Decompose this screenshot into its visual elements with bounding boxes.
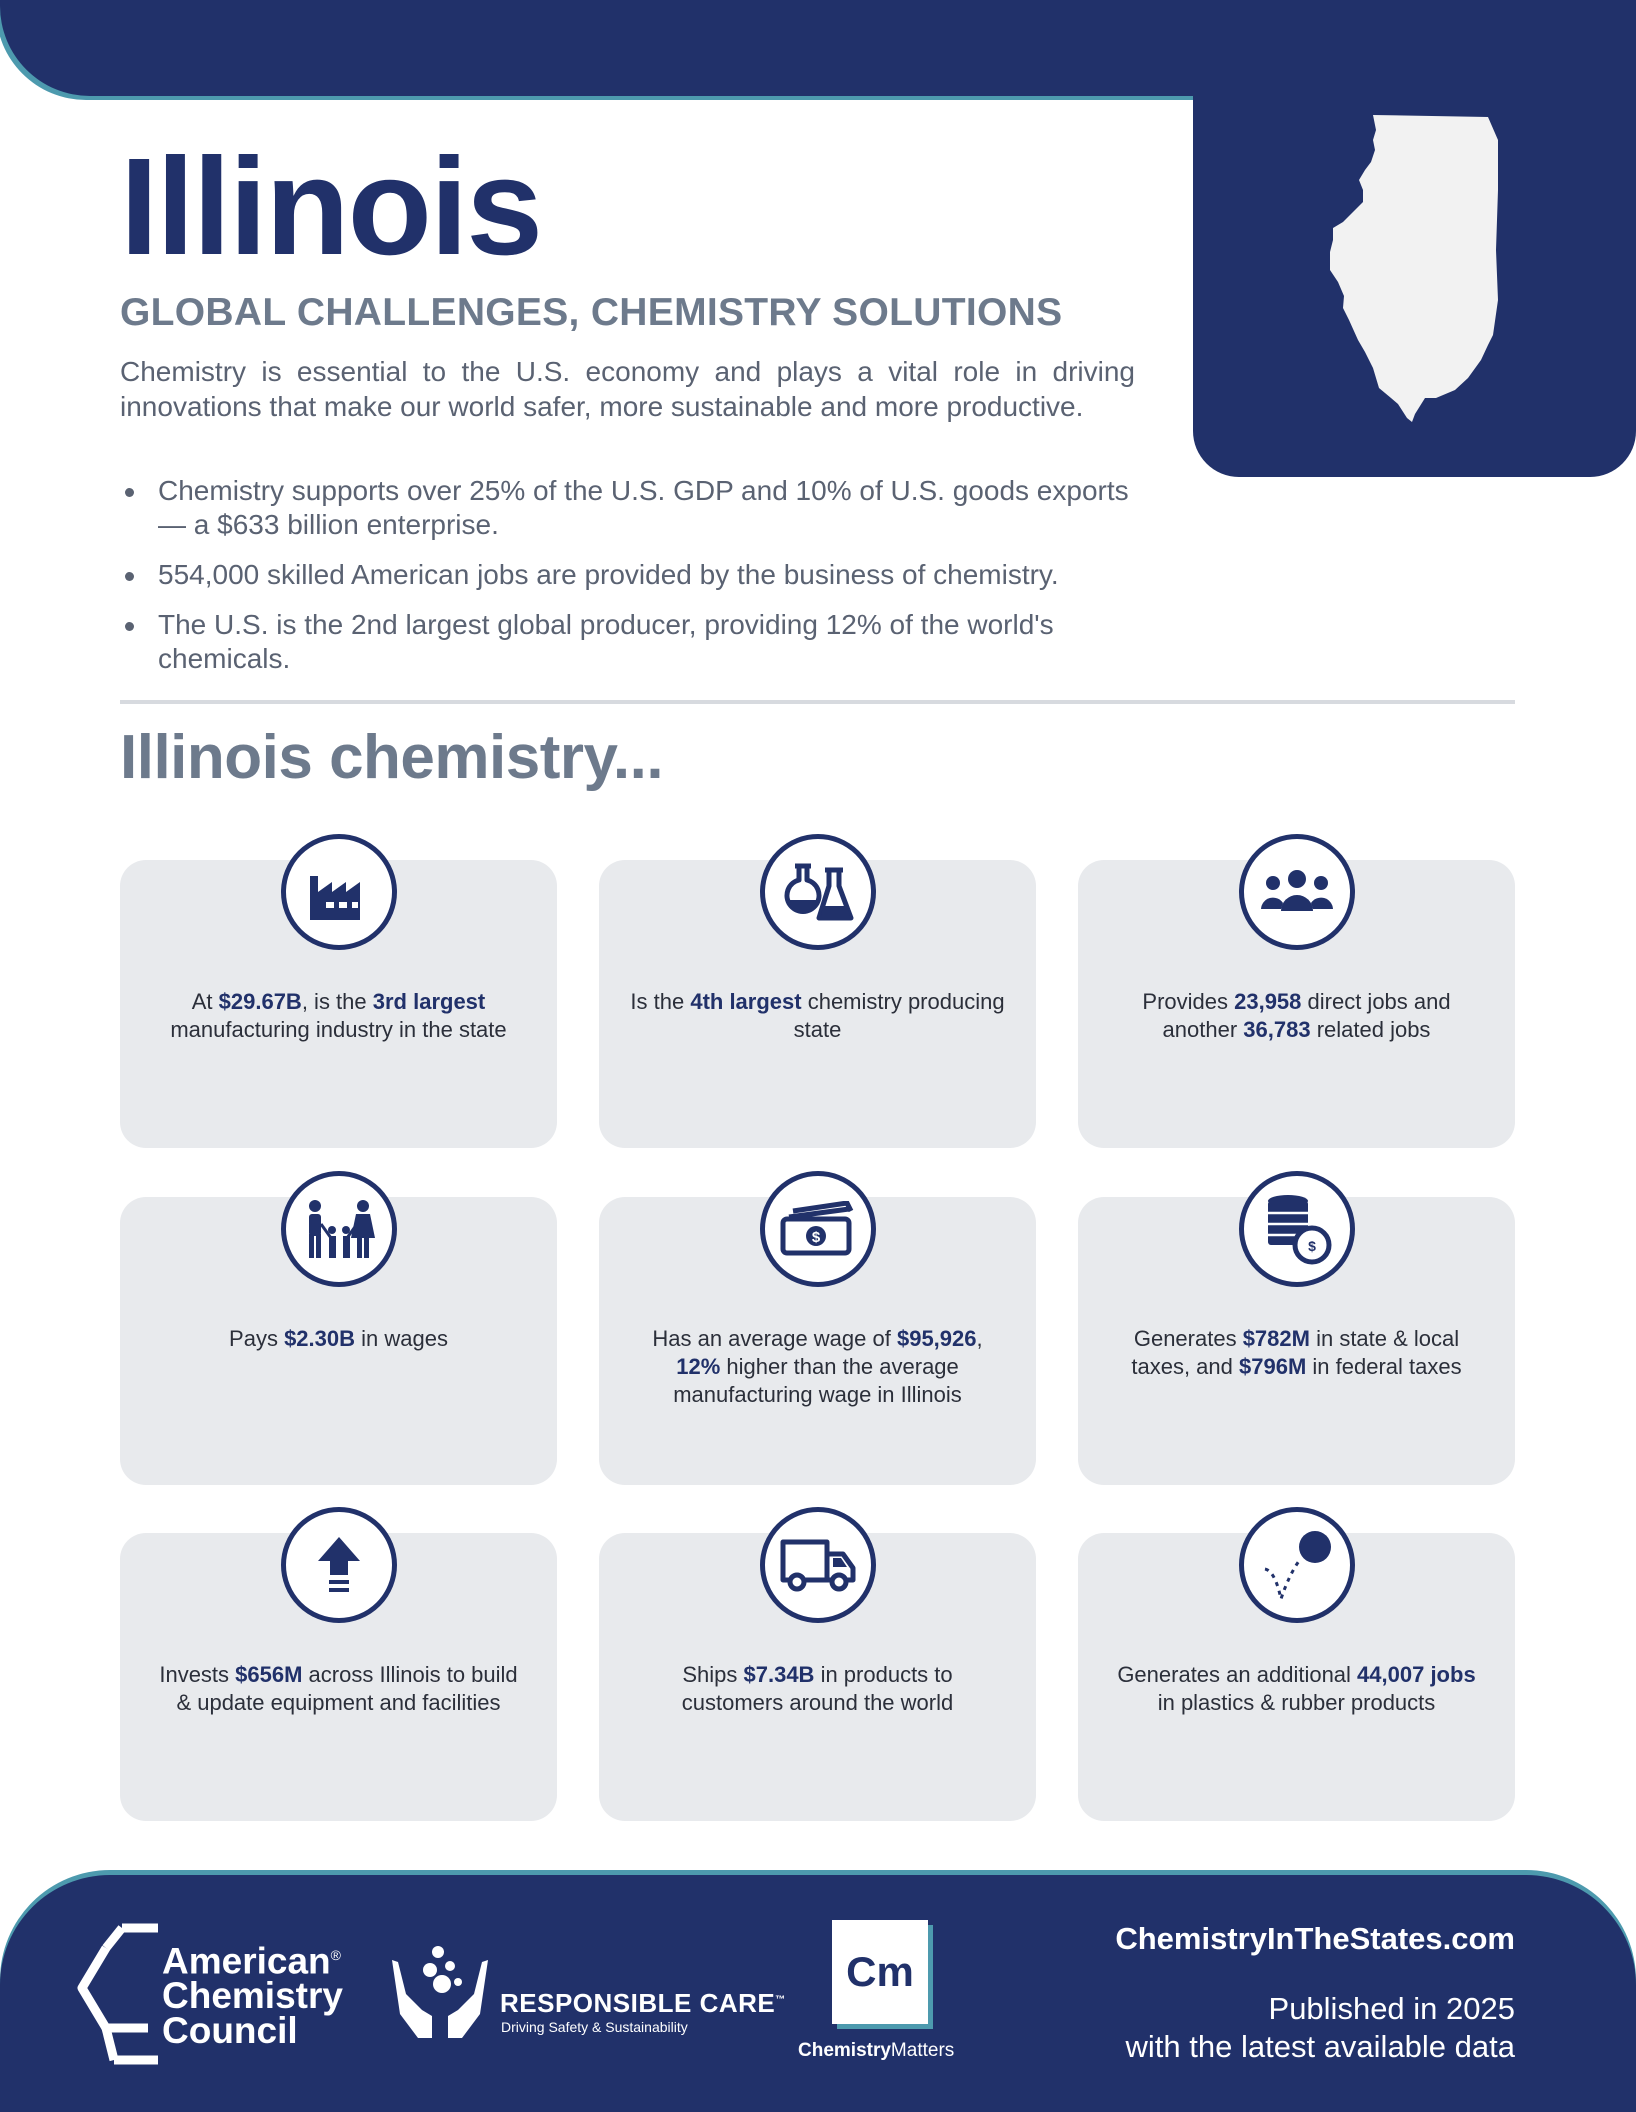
stat-highlight: $7.34B xyxy=(743,1662,815,1687)
stat-text-part: direct jobs and another xyxy=(1162,989,1451,1042)
page-subtitle: GLOBAL CHALLENGES, CHEMISTRY SOLUTIONS xyxy=(120,291,1063,334)
coins-icon xyxy=(1239,1171,1355,1287)
stat-card-wages xyxy=(120,1197,557,1485)
published-note xyxy=(1126,1990,1515,2066)
stat-text xyxy=(150,988,527,1044)
illinois-map-icon xyxy=(1193,0,1636,477)
factory-icon xyxy=(281,834,397,950)
stat-text xyxy=(150,1325,527,1353)
stat-text-part: in plastics & rubber products xyxy=(1157,1690,1436,1715)
stat-text xyxy=(629,988,1006,1044)
stat-text-part: in wages xyxy=(355,1326,448,1351)
cm-label-bold: Chemistry xyxy=(798,2040,891,2061)
published-line: Published in 2025 xyxy=(1268,1991,1515,2026)
stat-highlight: $29.67B xyxy=(218,989,302,1014)
stat-highlight: 12% xyxy=(676,1354,721,1379)
stat-highlight: $796M xyxy=(1239,1354,1307,1379)
published-line: with the latest available data xyxy=(1125,2029,1515,2064)
upload-arrow-icon xyxy=(281,1507,397,1623)
stat-text-part: in state & local taxes, and xyxy=(1131,1326,1460,1379)
stat-text-part: Generates xyxy=(1133,1326,1243,1351)
stat-text xyxy=(1108,1325,1485,1381)
acc-registered-mark: ® xyxy=(330,1947,341,1963)
website-link[interactable]: ChemistryInTheStates.com xyxy=(1115,1921,1515,1956)
state-map-panel xyxy=(1193,0,1636,477)
stat-text-part: in federal taxes xyxy=(1306,1354,1462,1379)
svg-text:$: $ xyxy=(1307,1238,1316,1254)
stat-highlight: 44,007 jobs xyxy=(1357,1662,1476,1687)
acc-line: Chemistry xyxy=(162,1975,343,2017)
intro-paragraph: Chemistry is essential to the U.S. economy and plays a vital role in driving innovations that make our world safer, more sustainable and more productive. xyxy=(120,356,1135,422)
stat-text-part: Pays xyxy=(229,1326,285,1351)
lab-flasks-icon xyxy=(760,834,876,950)
responsible-care-tm: ™ xyxy=(775,1994,786,2006)
stat-text xyxy=(629,1325,1006,1409)
chemistry-matters-label xyxy=(798,2040,954,2062)
cm-label-rest: Matters xyxy=(890,2040,955,2061)
acc-line: Council xyxy=(162,2010,298,2052)
chemistry-matters-logo: Cm xyxy=(832,1920,928,2024)
section-title: Illinois chemistry... xyxy=(120,723,664,792)
stat-text-part: Has an average wage of xyxy=(652,1326,897,1351)
stat-text xyxy=(1108,1661,1485,1717)
stat-text-part: manufacturing industry in the state xyxy=(170,1017,507,1042)
svg-text:$: $ xyxy=(811,1229,820,1246)
stat-text-part: related jobs xyxy=(1310,1017,1431,1042)
stat-text-part: , is the xyxy=(301,989,373,1014)
stat-text xyxy=(150,1661,527,1717)
stat-text-part: Provides xyxy=(1142,989,1235,1014)
stat-highlight: 4th largest xyxy=(690,989,802,1014)
stat-highlight: $782M xyxy=(1242,1326,1310,1351)
key-fact-item: The U.S. is the 2nd largest global producer, providing 12% of the world's chemicals. xyxy=(120,608,1160,676)
acc-line: American xyxy=(162,1940,331,1982)
stat-text-part: Is the xyxy=(630,989,691,1014)
stat-highlight: 36,783 xyxy=(1243,1017,1311,1042)
key-fact-item: 554,000 skilled American jobs are provided by the business of chemistry. xyxy=(120,558,1160,592)
key-fact-item: Chemistry supports over 25% of the U.S. GDP and 10% of U.S. goods exports — a $633 billion enterprise. xyxy=(120,474,1160,542)
stat-text-part: At xyxy=(191,989,219,1014)
stat-text-part: Ships xyxy=(682,1662,744,1687)
stat-highlight: 3rd largest xyxy=(372,989,486,1014)
stat-highlight: $656M xyxy=(235,1662,303,1687)
stat-highlight: 23,958 xyxy=(1234,989,1302,1014)
key-facts-list xyxy=(120,474,1160,692)
responsible-care-wordmark xyxy=(500,1988,786,2019)
stat-text-part: Invests xyxy=(159,1662,236,1687)
acc-logo-text xyxy=(162,1938,343,2052)
responsible-care-name: RESPONSIBLE CARE xyxy=(500,1988,776,2018)
stat-text-part: , xyxy=(976,1326,983,1351)
stat-card-taxes xyxy=(1078,1197,1515,1485)
stat-text-part: chemistry producing state xyxy=(793,989,1005,1042)
stat-highlight: $2.30B xyxy=(284,1326,356,1351)
bouncing-ball-icon xyxy=(1239,1507,1355,1623)
stat-card-shipments xyxy=(599,1533,1036,1821)
responsible-care-hands-icon xyxy=(388,1944,492,2040)
stat-card-investment xyxy=(120,1533,557,1821)
stat-text-part: across Illinois to build & update equipment and facilities xyxy=(176,1662,518,1715)
stat-card-average-wage xyxy=(599,1197,1036,1485)
family-icon xyxy=(281,1171,397,1287)
stat-card-jobs xyxy=(1078,860,1515,1148)
stat-text xyxy=(629,1661,1006,1717)
stat-card-manufacturing xyxy=(120,860,557,1148)
truck-icon xyxy=(760,1507,876,1623)
stat-text-part: Generates an additional xyxy=(1117,1662,1358,1687)
stat-text-part: higher than the average manufacturing wage in Illinois xyxy=(673,1354,962,1407)
stat-text-part: in products to customers around the world xyxy=(681,1662,954,1715)
stat-highlight: $95,926 xyxy=(896,1326,977,1351)
section-divider xyxy=(120,700,1515,704)
stat-text xyxy=(1108,988,1485,1044)
stat-card-producing-state xyxy=(599,860,1036,1148)
people-group-icon xyxy=(1239,834,1355,950)
cash-icon xyxy=(760,1171,876,1287)
stat-card-plastics-rubber xyxy=(1078,1533,1515,1821)
page-title: Illinois xyxy=(120,130,542,284)
responsible-care-tagline: Driving Safety & Sustainability xyxy=(501,2019,688,2035)
acc-hexagon-logo-icon xyxy=(74,1920,174,2070)
